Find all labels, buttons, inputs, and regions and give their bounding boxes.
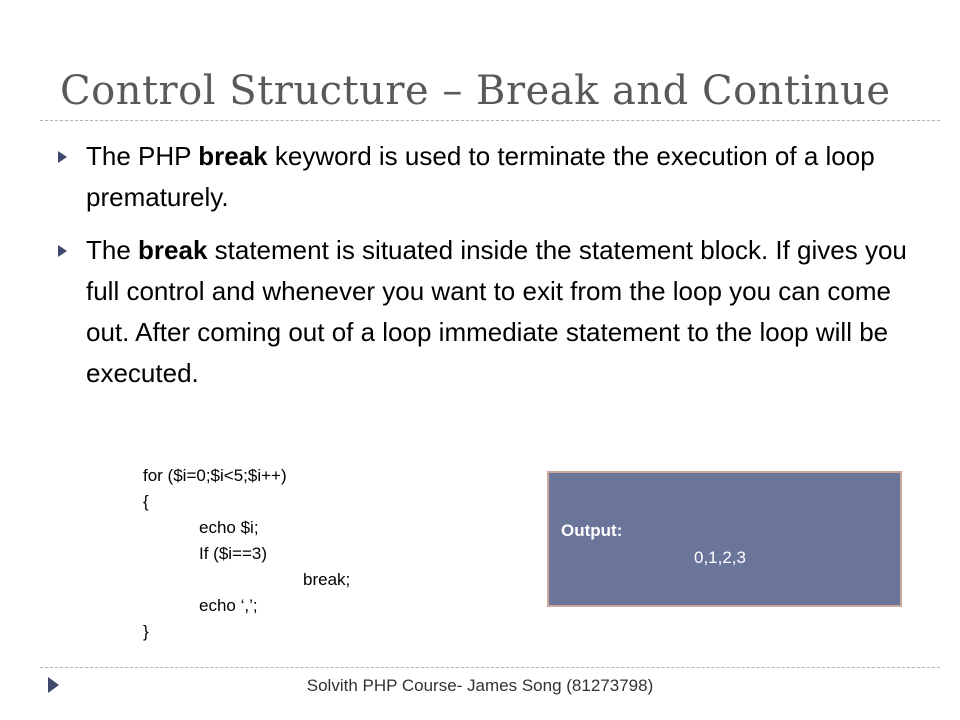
bullet-text-start: The PHP (86, 141, 199, 171)
code-line: for ($i=0;$i<5;$i++) (143, 466, 287, 485)
bullet-keyword: break (198, 141, 268, 171)
output-label: Output: (561, 521, 623, 540)
code-line: break; (303, 570, 351, 589)
triangle-bullet-icon (58, 151, 67, 163)
triangle-bullet-icon (58, 245, 67, 257)
slide-footer: Solvith PHP Course- James Song (81273798) (306, 676, 654, 695)
code-line: { (143, 492, 149, 511)
code-sample (143, 463, 523, 645)
footer-divider (40, 667, 940, 668)
code-line: } (143, 622, 149, 641)
bullet-item (56, 136, 916, 218)
code-line: If ($i==3) (199, 544, 268, 563)
bullet-keyword: break (138, 235, 208, 265)
slide-title: Control Structure – Break and Continue (60, 68, 891, 114)
bullet-text-start: The (86, 235, 139, 265)
bullet-text-end: keyword is used to terminate the execution of a loop prematurely. (86, 141, 875, 212)
bullet-list (56, 136, 916, 406)
output-box (547, 471, 902, 607)
code-line: echo ‘,’; (199, 596, 258, 615)
title-divider (40, 120, 940, 121)
code-line: echo $i; (199, 518, 259, 537)
bullet-text-end: statement is situated inside the statement block. If gives you full control and whenever you want to exit from the loop you can come out. After coming out of a loop immediate statement to the loop will be executed. (86, 235, 907, 388)
bullet-item (56, 230, 916, 394)
output-value: 0,1,2,3 (694, 548, 746, 567)
